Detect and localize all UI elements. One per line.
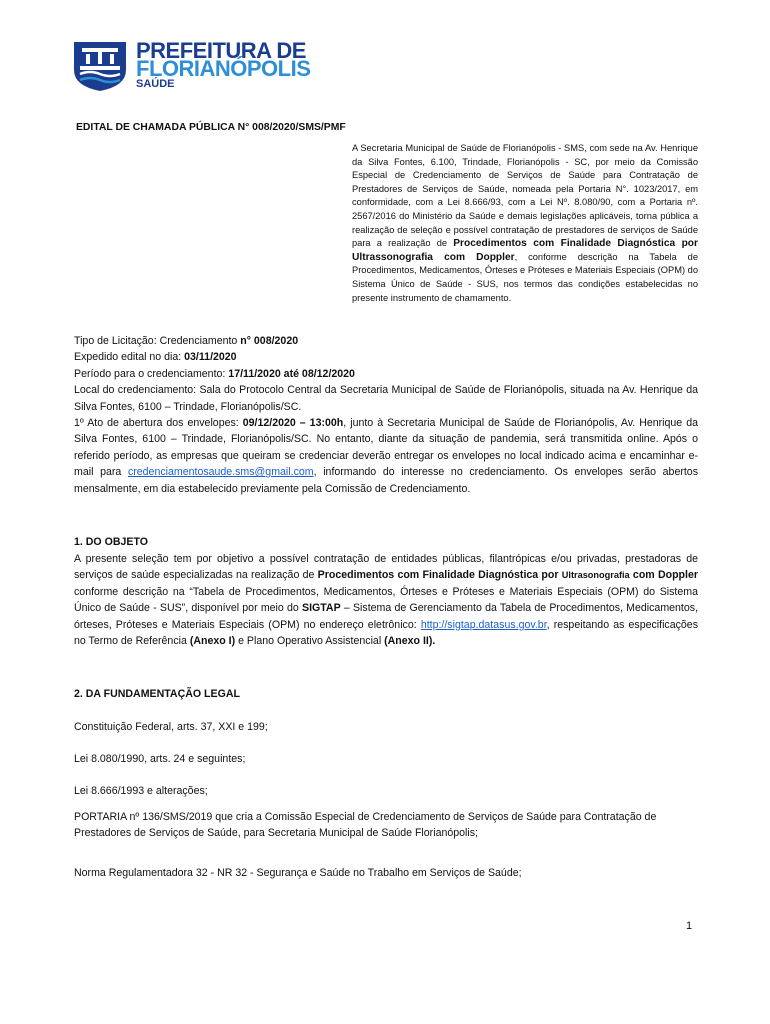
tipo-licitacao [74, 333, 698, 349]
page-number: 1 [686, 920, 693, 932]
email-link[interactable]: credenciamentosaude.sms@gmail.com [127, 466, 314, 479]
local-credenciamento: Local do credenciamento: Sala do Protocolo Central da Secretaria Municipal de Saúde de Florianópolis, situada na Av. Henrique da Silva Fontes, 6100 – Trindade, Florianópolis/SC. [74, 384, 698, 413]
objeto-bold-2: com Doppler [629, 569, 698, 582]
objeto-text-5: e Plano Operativo Assistencial [235, 635, 385, 648]
info-block [74, 333, 698, 497]
ato-text-2: , informando do interesse no credenciamento. Os envelopes serão abertos mensalmente, em dia estabelecido previamente pela Comissão de Credenciamento. [74, 466, 698, 495]
logo-line-2: FLORIANÓPOLIS [136, 56, 311, 81]
legal-item: Norma Regulamentadora 32 - NR 32 - Segurança e Saúde no Trabalho em Serviços de Saúde; [74, 867, 522, 879]
logo-line-3: SAÚDE [136, 78, 175, 90]
objeto-text-1: A presente seleção tem por objetivo a possível contratação de entidades públicas, filantrópicas e/ou privadas, prestadoras de serviços de saúde especializadas na realização de [74, 553, 698, 582]
ato-label: 1º Ato de abertura dos envelopes: [74, 417, 243, 430]
city-shield-icon [72, 40, 128, 92]
logo-line-1: PREFEITURA DE [136, 38, 306, 63]
periodo [74, 366, 698, 382]
sigtap-link[interactable]: http://sigtap.datasus.gov.br [420, 618, 547, 631]
intro-paragraph [352, 142, 698, 305]
objeto-text-2: conforme descrição na “Tabela de Procedimentos, Medicamentos, Órteses e Próteses e Materiais Especiais (OPM) do Sistema Único de Saúde - SUS”, disponível por meio do [74, 585, 698, 615]
expedido-label: Expedido edital no dia: [74, 351, 185, 364]
anexo-1: (Anexo I) [189, 635, 236, 648]
periodo-label: Período para o credenciamento: [74, 367, 229, 380]
ato-text-1: , junto à Secretaria Municipal de Saúde de Florianópolis, Av. Henrique da Silva Fontes, 6100 – Trindade, Florianópolis/SC. No entanto, diante da situação de pandemia, será transmitida online. Após o referido período, as empresas que queiram se credenciar deverão entregar os envelopes no local indicado acima e encaminhar e-mail para [74, 417, 698, 479]
document-title: EDITAL DE CHAMADA PÚBLICA N° 008/2020/SMS/PMF [76, 122, 346, 133]
periodo-value: 17/11/2020 até 08/12/2020 [228, 367, 355, 380]
intro-text-2: , conforme descrição na Tabela de Procedimentos, Medicamentos, Órteses e Próteses e Materiais Especiais (OPM) do Sistema Único de Saúde - SUS, nos termos das condições estabelecidas no presente instrumento de chamamento. [352, 251, 698, 303]
objeto-text-4: , respeitando as especificações no Termo de Referência [74, 618, 698, 648]
prefeitura-logo [72, 40, 372, 92]
anexo-2: (Anexo II). [384, 635, 436, 648]
tipo-label: Tipo de Licitação: Credenciamento [74, 335, 241, 347]
expedido-value: 03/11/2020 [184, 351, 237, 364]
ato-value: 09/12/2020 – 13:00h [242, 417, 344, 430]
ato-abertura [74, 415, 698, 497]
sigtap-label: SIGTAP [302, 602, 341, 615]
legal-item: Lei 8.080/1990, arts. 24 e seguintes; [74, 753, 246, 765]
objeto-bold-small: Ultrasonografia [561, 570, 630, 581]
section-1-paragraph [74, 551, 698, 649]
tipo-value: n° 008/2020 [240, 335, 299, 347]
section-1-heading: 1. DO OBJETO [74, 536, 148, 548]
legal-item: PORTARIA nº 136/SMS/2019 que cria a Comissão Especial de Credenciamento de Serviços de Saúde para Contratação de Prestadores de Serviços de Saúde, para Secretaria Municipal de Saúde Florianópolis; [74, 811, 657, 840]
objeto-text-3: – Sistema de Gerenciamento da Tabela de Procedimentos, Medicamentos, órteses, Próteses e Materiais Especiais (OPM) no endereço eletrônico: [74, 602, 699, 631]
legal-item: Constituição Federal, arts. 37, XXI e 199; [74, 721, 268, 733]
objeto-bold-1: Procedimentos com Finalidade Diagnóstica por [317, 569, 559, 582]
expedido [74, 349, 698, 365]
legal-item: Lei 8.666/1993 e alterações; [74, 785, 208, 797]
intro-bold: Procedimentos com Finalidade Diagnóstica por Ultrassonografia com Doppler [352, 238, 698, 263]
section-2-heading: 2. DA FUNDAMENTAÇÃO LEGAL [74, 688, 240, 700]
intro-text-1: A Secretaria Municipal de Saúde de Florianópolis - SMS, com sede na Av. Henrique da Silva Fontes, 6.100, Trindade, Florianópolis - SC, por meio da Comissão Especial de Credenciamento de Serviços de Saúde para Contratação de Prestadores de Serviços de Saúde, nomeada pela Portaria N°. 1023/2017, em conformidade, com a Lei 8.666/93, com a Lei Nº. 8.080/90, com a Portaria nº. 2567/2016 do Ministério da Saúde e demais legislações aplicáveis, torna pública a realização de seleção e possível contratação de prestadores de serviços de Saúde para a realização de [352, 143, 698, 249]
